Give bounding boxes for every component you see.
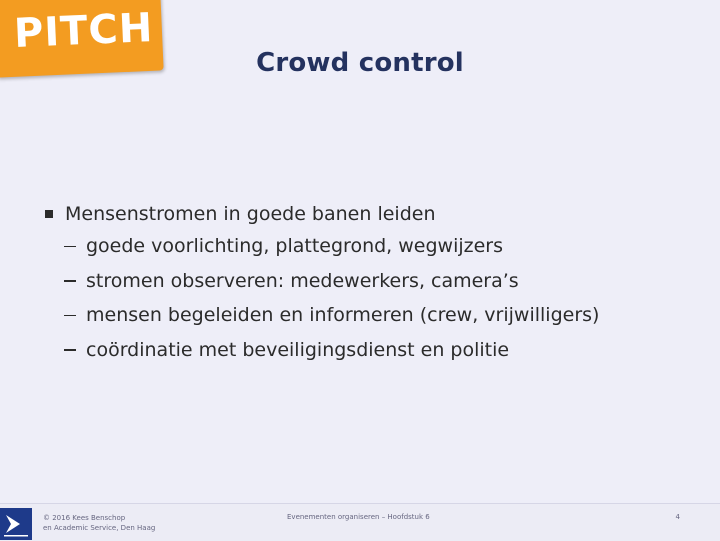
footer-chapter: Evenementen organiseren – Hoofdstuk 6: [287, 513, 430, 521]
sub-bullet-text: coördinatie met beveiligingsdienst en politie: [86, 338, 510, 361]
sub-bullet-item: [43, 333, 683, 368]
sub-bullet-text: goede voorlichting, plattegrond, wegwijzers: [86, 235, 504, 258]
publisher-arrow-icon: [0, 508, 32, 540]
copyright-line-1: © 2016 Kees Benschop: [43, 514, 126, 522]
sub-bullet-text: stromen observeren: medewerkers, camera’s: [86, 269, 519, 292]
slide-title: Crowd control: [256, 48, 464, 78]
sub-bullet-item: [43, 264, 683, 299]
bullet-item: [43, 199, 683, 229]
pitch-logo: [0, 0, 170, 78]
page-number: 4: [675, 513, 680, 521]
dash-bullet-icon: [64, 349, 76, 351]
copyright-line-2: en Academic Service, Den Haag: [43, 524, 156, 532]
bullet-text: Mensenstromen in goede banen leiden: [65, 203, 436, 225]
logo-text: PITCH: [13, 4, 155, 58]
dash-bullet-icon: [64, 246, 76, 248]
bullet-list: [43, 199, 683, 367]
square-bullet-icon: [45, 210, 53, 218]
sub-bullet-item: [43, 229, 683, 264]
dash-bullet-icon: [64, 280, 76, 282]
dash-bullet-icon: [64, 315, 76, 317]
sub-bullet-text: mensen begeleiden en informeren (crew, vrijwilligers): [86, 304, 600, 327]
slide-footer: [0, 503, 720, 541]
footer-copyright: [43, 513, 223, 533]
sub-bullet-item: [43, 298, 683, 333]
